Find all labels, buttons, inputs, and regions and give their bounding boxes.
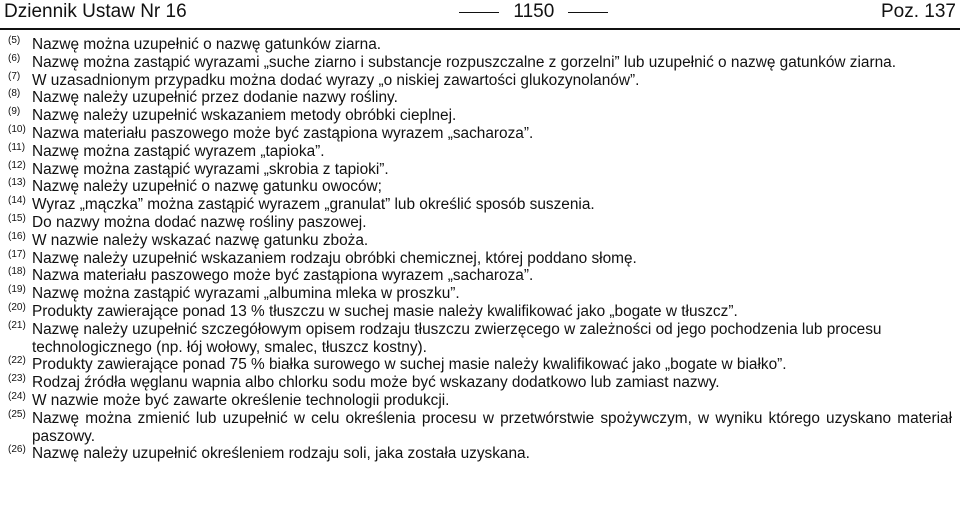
footnote-number: (15) (8, 212, 26, 224)
footnote-number: (9) (8, 106, 21, 118)
footnote (8, 72, 952, 90)
footnote-number: (14) (8, 195, 26, 207)
footnote (8, 356, 952, 374)
footnote (8, 125, 952, 143)
footnote-text: Nazwę należy uzupełnić przez dodanie nazwy rośliny. (32, 89, 398, 107)
footnote-text: Nazwę należy uzupełnić o nazwę gatunku owoców; (32, 178, 382, 196)
footnote (8, 410, 952, 446)
footnote-number: (17) (8, 248, 26, 260)
footnote-text: Produkty zawierające ponad 75 % białka surowego w suchej masie należy kwalifikować jako „bogate w białko”. (32, 356, 787, 374)
footnote-number: (20) (8, 301, 26, 313)
footnote (8, 445, 952, 463)
footnote (8, 374, 952, 392)
footnote-number: (21) (8, 319, 26, 331)
footnote (8, 321, 952, 357)
page-header (4, 0, 956, 24)
footnote-text: Nazwę można zastąpić wyrazami „albumina mleka w proszku”. (32, 285, 460, 303)
position-number: Poz. 137 (881, 1, 956, 22)
footnote-number: (22) (8, 355, 26, 367)
footnote (8, 214, 952, 232)
footnote-number: (11) (8, 141, 26, 153)
footnote-text: Nazwę można zmienić lub uzupełnić w celu określenia procesu w przetwórstwie spożywczym, w wyniku którego uzyskano materiał paszowy. (32, 409, 952, 445)
footnote-number: (6) (8, 52, 21, 64)
footnote (8, 89, 952, 107)
footnote (8, 250, 952, 268)
footnote-text: Rodzaj źródła węglanu wapnia albo chlorku sodu może być wskazany dodatkowo lub zamiast nazwy. (32, 374, 720, 392)
footnote (8, 161, 952, 179)
footnote (8, 178, 952, 196)
footnote (8, 267, 952, 285)
footnote-number: (16) (8, 230, 26, 242)
footnote-text: W nazwie należy wskazać nazwę gatunku zboża. (32, 231, 369, 249)
header-rule (0, 28, 960, 30)
footnote-text: Nazwę można zastąpić wyrazami „suche ziarno i substancje rozpuszczalne z gorzelni” lub uzupełnić o nazwę gatunków ziarna. (32, 53, 897, 71)
footnote-text: Nazwę można uzupełnić o nazwę gatunków ziarna. (32, 36, 382, 53)
footnote (8, 107, 952, 125)
footnote-number: (8) (8, 88, 21, 100)
footnote-number: (24) (8, 390, 26, 402)
footnote (8, 392, 952, 410)
footnote-text: Wyraz „mączka” można zastąpić wyrazem „granulat” lub określić sposób suszenia. (32, 196, 595, 214)
footnote (8, 143, 952, 161)
footnote (8, 54, 952, 72)
footnote-number: (18) (8, 266, 26, 278)
footnote (8, 196, 952, 214)
footnote-text: W uzasadnionym przypadku można dodać wyrazy „o niskiej zawartości glukozynolanów”. (32, 71, 640, 89)
footnote-text: Nazwa materiału paszowego może być zastąpiona wyrazem „sacharoza”. (32, 267, 534, 285)
journal-title: Dziennik Ustaw Nr 16 (4, 1, 187, 22)
footnote-number: (19) (8, 284, 26, 296)
footnote-number: (26) (8, 444, 26, 456)
footnotes-list (8, 36, 952, 463)
footnote-text: W nazwie może być zawarte określenie technologii produkcji. (32, 391, 450, 409)
page-number-dash-right (568, 12, 608, 13)
footnote (8, 285, 952, 303)
footnote-number: (12) (8, 159, 26, 171)
footnote-text: Do nazwy można dodać nazwę rośliny paszowej. (32, 213, 367, 231)
page-number-block (459, 1, 608, 23)
footnote-number: (5) (8, 35, 21, 46)
footnote (8, 303, 952, 321)
footnote (8, 36, 952, 54)
footnote-number: (23) (8, 373, 26, 385)
footnote-text: Nazwę należy uzupełnić wskazaniem metody obróbki cieplnej. (32, 107, 457, 125)
footnote-text: Nazwę można zastąpić wyrazem „tapioka”. (32, 142, 325, 160)
footnote-text: Nazwę można zastąpić wyrazami „skrobia z tapioki”. (32, 160, 389, 178)
footnote-number: (25) (8, 408, 26, 420)
footnote (8, 232, 952, 250)
footnote-number: (13) (8, 177, 26, 189)
footnote-text: Nazwę należy uzupełnić wskazaniem rodzaju obróbki chemicznej, której poddano słomę. (32, 249, 637, 267)
footnote-text: Produkty zawierające ponad 13 % tłuszczu w suchej masie należy kwalifikować jako „bogate w tłuszcz”. (32, 302, 738, 320)
footnote-text: Nazwa materiału paszowego może być zastąpiona wyrazem „sacharoza”. (32, 124, 534, 142)
footnote-text: Nazwę należy uzupełnić szczegółowym opisem rodzaju tłuszczu zwierzęcego w zależności od jego pochodzenia lub procesu technologicznego (np. łój wołowy, smalec, tłuszcz kostny). (32, 320, 882, 356)
page-number-dash-left (459, 12, 499, 13)
footnote-text: Nazwę należy uzupełnić określeniem rodzaju soli, jaka została uzyskana. (32, 445, 530, 463)
footnote-number: (7) (8, 70, 21, 82)
page-number: 1150 (513, 1, 555, 22)
footnote-number: (10) (8, 123, 26, 135)
